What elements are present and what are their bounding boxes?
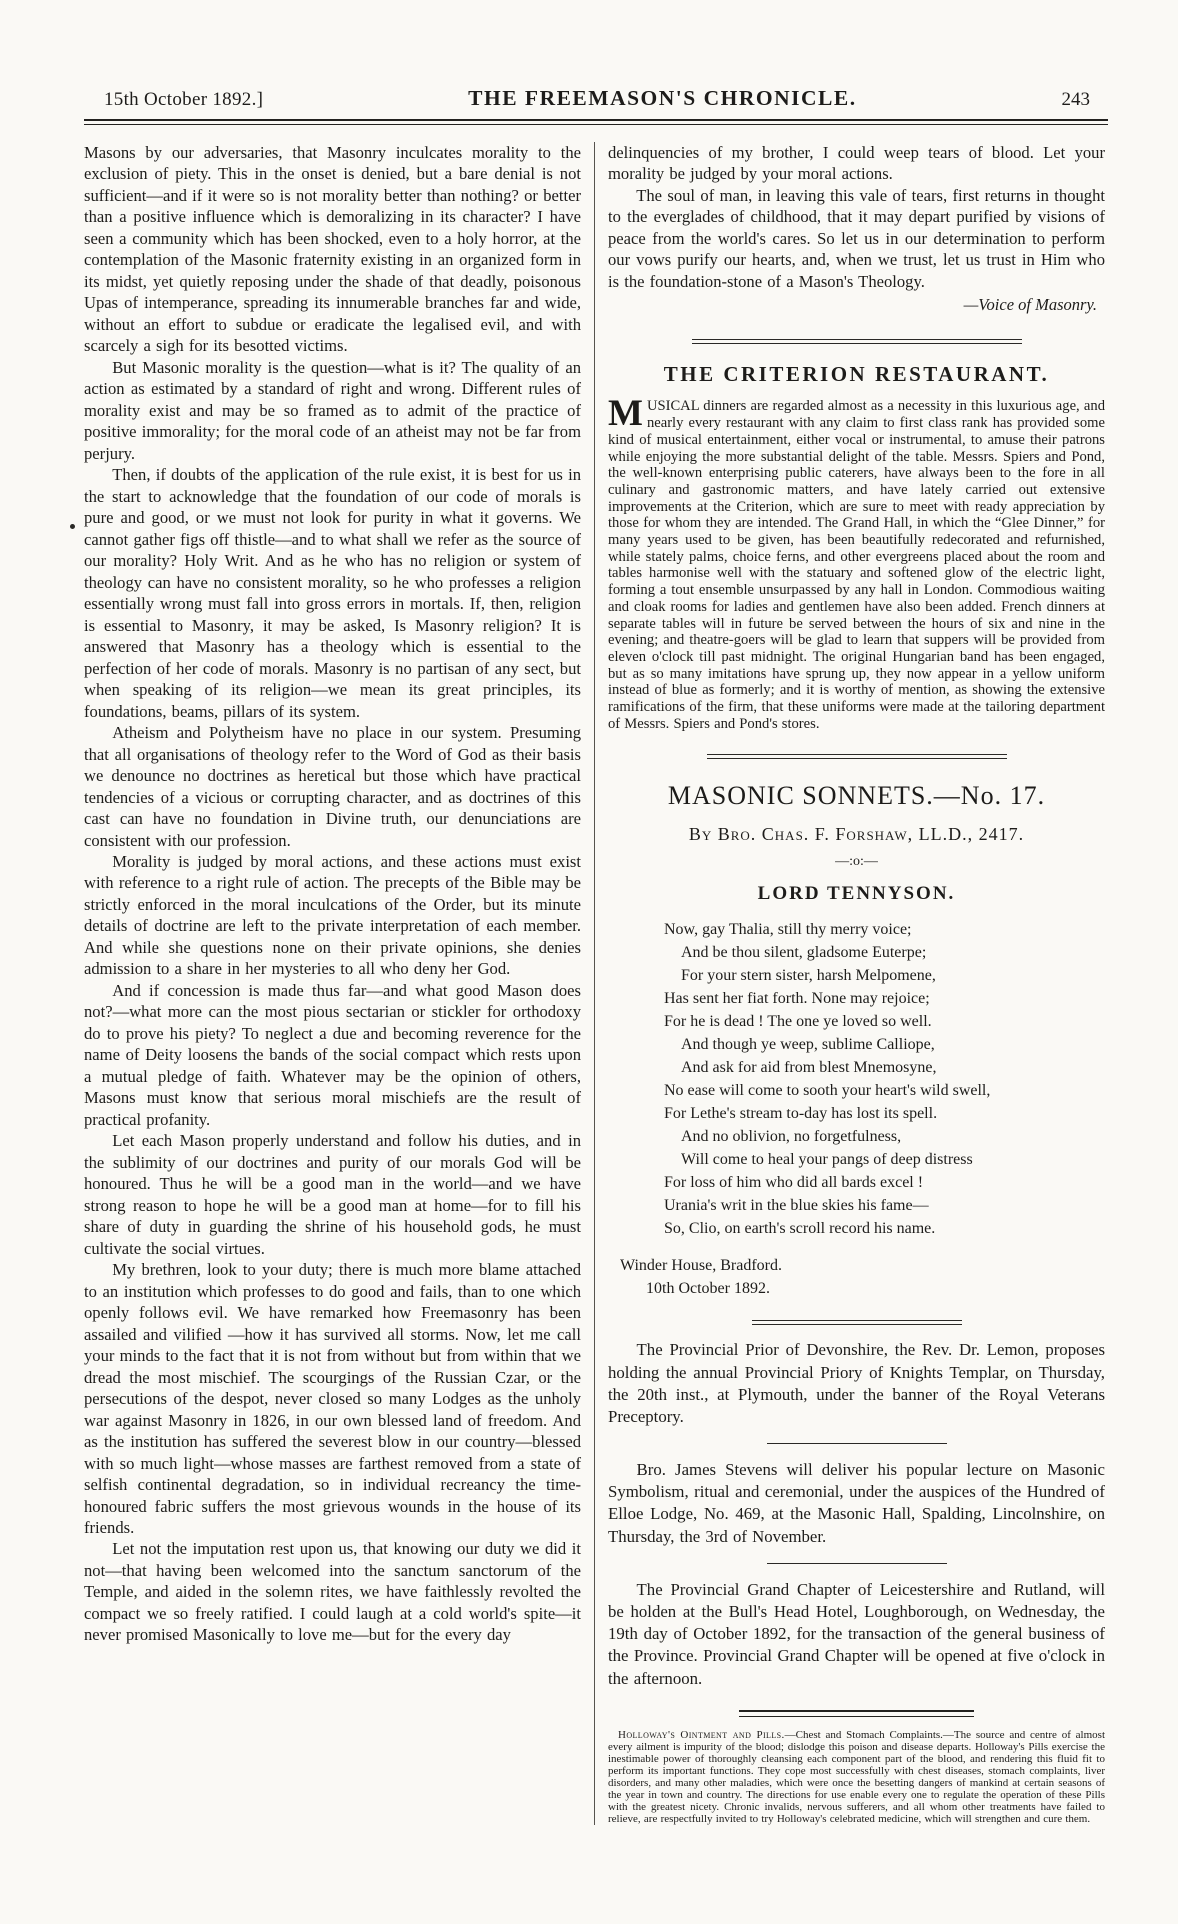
poem-line: And though ye weep, sublime Calliope, (681, 1036, 935, 1054)
poem-line: For your stern sister, harsh Melpomene, (681, 967, 936, 985)
section-divider-rule (707, 754, 1007, 759)
sonnets-byline: By Bro. Chas. F. Forshaw, LL.D., 2417. (688, 824, 1025, 845)
sonnets-heading: MASONIC SONNETS.—No. 17. (667, 781, 1046, 811)
right-column (608, 142, 1105, 1825)
poem-title: LORD TENNYSON. (757, 883, 956, 905)
article-paragraph: Then, if doubts of the application of the rule exist, it is best for us in the start to acknowledge that the foundation of our code of morals is pure and good, or we must not look for purity in what it governs. We cannot gather figs off thistle—and to what shall we refer as the source of our morality? Holy Writ. And as he who has no religion or system of theology can have no consistent morality, so he who professes a religion essentially wrong must fall into gross errors in mortals. If, then, religion is essential to Masonry, it may be asked, Is Masonry religion? It is answered that Masonry has a theology which is essential to the perfection of her code of morals. Masonry is no partisan of any sect, but when speaking of its religion—we mean its great principles, its foundations, beams, pillars of its system. (84, 465, 581, 721)
section-divider-rule (692, 339, 1022, 344)
article-paragraph: Morality is judged by moral actions, and these actions must exist with reference to a right rule of action. The precepts of the Bible may be strictly enforced in the moral inculcations of the Order, but its minute details of doctrine are left to the private interpretation of each member. And while she questions none on their private opinions, she denies admission to a share in her mysteries to all who deny her God. (84, 851, 581, 979)
poem-line: And no oblivion, no forgetfulness, (681, 1128, 902, 1146)
column-divider-rule (594, 142, 595, 1825)
drop-cap: M (608, 393, 643, 435)
article-paragraph: Let each Mason properly understand and follow his duties, and in the sublimity of our doctrines and purity of our morals God will be honoured. Thus he will be a good man in the world—and we have strong reason to hope he will be a good man at home—for to fill his share of duty in guarding the shrine of his household gods, he must cultivate the social virtues. (84, 1131, 581, 1258)
poem-date: 10th October 1892. (646, 1280, 770, 1298)
poem-line: For Lethe's stream to-day has lost its spell. (664, 1105, 938, 1123)
poem-line: And ask for aid from blest Mnemosyne, (681, 1059, 937, 1077)
news-divider-rule (767, 1443, 947, 1444)
article-attribution: —Voice of Masonry. (963, 295, 1097, 315)
article-paragraph: My brethren, look to your duty; there is much more blame attached to an institution which professes to do good and fails, than to one which openly follows evil. We have remarked how Freemasonry has been assailed and vilified —how it has survived all storms. Now, let me call your minds to the fact that it is not from without but from within that we dread the most mischief. The scourgings of the Russian Czar, or the persecutions of the despot, never closed so many Lodges as the unholy war against Masonry in 1826, in our own blessed land of freedom. And as the institution has suffered the severest blow in our country—blessed with so much light—whose masses are farthest removed from a state of selfish continental degradation, so in individual recreancy the time-honoured fabric suffers the most grievous wounds in the house of its friends. (84, 1260, 581, 1537)
publication-title: THE FREEMASON'S CHRONICLE. (468, 86, 857, 110)
page-number: 243 (1061, 89, 1090, 110)
advert-lead: Holloway's Ointment and Pills. (618, 1728, 785, 1741)
poem-line: And be thou silent, gladsome Euterpe; (681, 944, 927, 962)
advert-divider-rule (739, 1710, 974, 1717)
poem (664, 918, 1105, 1240)
poem-line: Now, gay Thalia, still thy merry voice; (664, 921, 912, 939)
article-continuation-paragraph: delinquencies of my brother, I could weep tears of blood. Let your morality be judged by your moral actions. (608, 143, 1105, 184)
article-paragraph: Masons by our adversaries, that Masonry inculcates morality to the exclusion of piety. This in the onset is denied, but a bare denial is not sufficient—and if it were so is not morality better than nothing? or better than a positive influence which is demoralizing in its character? I have seen a community which has been shocked, even to a holy horror, at the contemplation of the Masonic fraternity existing in an organized form in its midst, yet quietly reposing under the shade of that deadly, poisonous Upas of intemperance, spreading its innumerable branches far and wide, without an effort to subdue or eradicate the legalised evil, and with scarcely a sigh for its besotted victims. (84, 143, 581, 356)
poem-line: Will come to heal your pangs of deep distress (681, 1151, 973, 1169)
article-paragraph: Let not the imputation rest upon us, that knowing our duty we did it not—that having been welcomed into the sanctum sanctorum of the Temple, and aided in the solemn rites, we have faithlessly revolted the compact we so freely ratified. I could laugh at a cold world's spite—it never promised Masonically to love me—but for the every day (84, 1539, 581, 1645)
poem-signoff (620, 1254, 1105, 1300)
margin-dot-artifact (70, 524, 75, 529)
section-divider-rule (752, 1320, 962, 1325)
article-paragraph: Atheism and Polytheism have no place in our system. Presuming that all organisations of theology refer to the Word of God as their basis we denounce no doctrines as heretical but those which have practical tendencies of a vicious or corrupting character, and as doctrines of this cast can have no foundation in Divine truth, our denunciations are consistent with our profession. (84, 723, 581, 850)
poem-line: For loss of him who did all bards excel ! (664, 1174, 924, 1192)
issue-date: 15th October 1892.] (104, 89, 264, 110)
article-paragraph: And if concession is made thus far—and what good Mason does not?—what more can the most pious sectarian or stickler for orthodoxy do to prove his piety? To neglect a due and becoming reverence for the name of Deity loosens the bands of the social compact which rests upon a mutual pledge of faith. Whatever may be the opinion of others, Masons must know that serious moral mischiefs are the result of practical profanity. (84, 980, 581, 1129)
column-layout (84, 142, 1108, 1825)
criterion-text: USICAL dinners are regarded almost as a necessity in this luxurious age, and nearly every restaurant with any claim to first class rank has provided some kind of musical entertainment, either vocal or instrumental, to amuse their patrons while enjoying the more substantial delight of the table. Messrs. Spiers and Pond, the well-known enterprising public caterers, have always been to the fore in all culinary and gastronomic matters, and have lately carried out extensive improvements at the Criterion, which are sure to meet with ready appreciation by those for whom they are intended. The Grand Hall, in which the “Glee Dinner,” for many years used to be given, has been beautifully redecorated and refurnished, while stately palms, choice ferns, and other evergreens placed about the room and tables harmonise well with the statuary and softened glow of the electric light, forming a tout ensemble unsurpassed by any hall in London. Commodious waiting and cloak rooms for ladies and gentlemen have also been added. French dinners at separate tables will in future be served between the hours of six and nine in the evening; and theatre-goers will be glad to learn that suppers will be provided from eleven o'clock till past midnight. The original Hungarian band has been engaged, but as so many imitations have sprung up, they now appear in a yellow uniform instead of blue as formerly; and it is worthy of mention, as showing the extensive ramifications of the firm, that these uniforms were made at the tailoring department of Messrs. Spiers and Pond's stores. (608, 398, 1105, 732)
masthead (84, 86, 1108, 111)
poem-line: Urania's writ in the blue skies his fame— (664, 1197, 929, 1215)
poem-address: Winder House, Bradford. (620, 1257, 782, 1275)
masthead-rule (84, 119, 1108, 125)
holloways-advert (608, 1729, 1105, 1826)
news-item: Bro. James Stevens will deliver his popular lecture on Masonic Symbolism, ritual and ceremonial, under the auspices of the Hundred of Elloe Lodge, No. 469, at the Masonic Hall, Spalding, Lincolnshire, on Thursday, the 3rd of November. (608, 1460, 1105, 1546)
poem-line: No ease will come to sooth your heart's wild swell, (664, 1082, 991, 1100)
sonnets-ornament: —:o:— (835, 854, 878, 870)
poem-line: For he is dead ! The one ye loved so well. (664, 1013, 932, 1031)
article-paragraph: But Masonic morality is the question—what is it? The quality of an action as estimated by a standard of right and wrong. Different rules of morality exist and may be so framed as to admit of the practice of positive immorality; for the moral code of an atheist may not be far from perjury. (84, 357, 581, 463)
poem-line: So, Clio, on earth's scroll record his name. (664, 1220, 936, 1238)
poem-line: Has sent her fiat forth. None may rejoice; (664, 990, 930, 1008)
news-item: The Provincial Prior of Devonshire, the Rev. Dr. Lemon, proposes holding the annual Provincial Priory of Knights Templar, on Thursday, the 20th inst., at Plymouth, under the banner of the Royal Veterans Preceptory. (608, 1340, 1105, 1426)
article-continuation-paragraph: The soul of man, in leaving this vale of tears, first returns in thought to the everglades of childhood, that it may depart purified by visions of peace from the world's cares. So let us in our determination to perform our vows purify our hearts, and, when we trust, let us trust in Him who is the foundation-stone of a Mason's Theology. (608, 185, 1105, 291)
advert-text: —Chest and Stomach Complaints.—The source and centre of almost every ailment is impurity of the blood; dislodge this poison and disease departs. Holloway's Pills exercise the inestimable power of thoroughly cleansing each component part of the blood, and rendering this fluid fit to perform its important functions. They cope most successfully with chest diseases, stomach complaints, liver disorders, and many other maladies, which were once the besetting dangers of mankind at certain seasons of the year in town and country. The directions for use enable every one to regulate the operation of these Pills with the greatest nicety. Chronic invalids, nervous sufferers, and all whom other treatments have failed to relieve, are respectfully invited to try Holloway's celebrated medicine, which will strengthen and cure them. (608, 1728, 1105, 1826)
news-divider-rule (767, 1563, 947, 1564)
left-column (84, 142, 581, 1825)
news-item: The Provincial Grand Chapter of Leicestershire and Rutland, will be holden at the Bull's Head Hotel, Loughborough, on Wednesday, the 19th day of October 1892, for the transaction of the general business of the Province. Provincial Grand Chapter will be opened at five o'clock in the afternoon. (608, 1579, 1105, 1688)
criterion-article (608, 393, 1105, 732)
criterion-heading: THE CRITERION RESTAURANT. (663, 362, 1050, 387)
